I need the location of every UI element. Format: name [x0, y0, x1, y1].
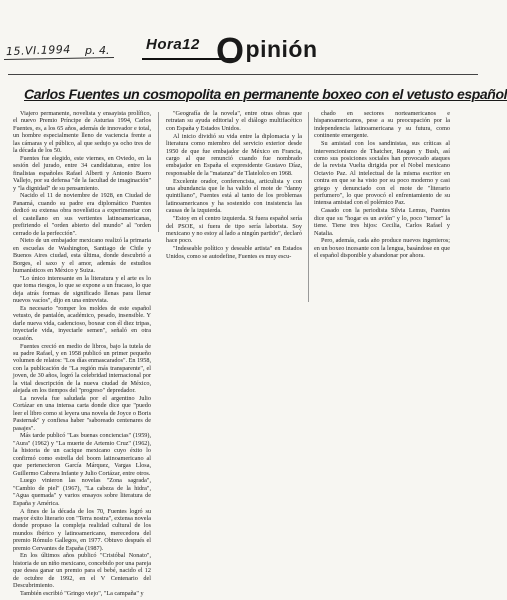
paragraph: "Estoy en el centro izquierda. Si fuera español sería del PSOE, si fuera de tipo sería laborista. Soy mexicano y no estoy al lado a ningún partido", declaró hace poco. [166, 215, 302, 245]
paragraph: Nieto de un embajador mexicano realizó la primaria en escuelas de Washington, Santiago de Chile y Buenos Aires ciudad, esta última, donde descubrió a Borges, el saxo y el amor, además de estudios humanísticos en México y Suiza. [13, 237, 151, 275]
paragraph: Fuentes creció en medio de libros, bajo la tutela de su padre Rafael, y en 1958 publicó un primer pequeño volumen de relatos: "Los días enmascarados". En 1958, con la publicación de "La región más transparente", el joven, de 30 años, logró la celebridad internacional por la vital descripción de la nueva ciudad de México, alejada en los tiempos del "progreso" depredador. [13, 342, 151, 395]
article-column-3 [314, 110, 450, 300]
paragraph: chado en sectores norteamericanos e hispanoamericanos, pese a su preocupación por la independencia latinoamericana y su futura, como continente emergente. [314, 110, 450, 140]
section-title-initial: O [216, 30, 245, 71]
paragraph: Su amistad con los sandinistas, sus críticas al intervencionismo de Thatcher, Reagan y Bush, así como sus posiciones sociales han provocado ataques de la revista Vuelta dirigida por el Nobel mexicano Octavio Paz. Al intelectual de la misma escritor en contra en que se ha visto por su poco moderno y casi griego y denunciado con el mote de "literario perfumero", lo que provocó el enfrentamiento de su intensa amistad con el polémico Paz. [314, 140, 450, 207]
section-title-rest: pinión [245, 36, 318, 62]
column-divider [158, 112, 159, 232]
paragraph: Es necesario "romper los moldes de este español vetusto, de pantalón, académico, pesado, insensible. Y darle nueva vida, cadencioso, boxear con él diez tripas, inyectarle vida, inyectarle semen", señaló en otra ocasión. [13, 305, 151, 342]
article-headline: Carlos Fuentes un cosmopolita en permanente boxeo con el vetusto español [24, 86, 507, 102]
paragraph: Al inicio dividió su vida entre la diplomacia y la literatura como miembro del servicio exterior desde 1950 de que fue embajador de México en Francia, cargo al que renunció cuando fue nombrado embajador en España el expresidente Gustavo Díaz, responsable de la "matanza" de Tlatelolco en 1968. [166, 132, 302, 177]
handwritten-date: 15.VI.1994 [5, 42, 71, 59]
paragraph: Fuentes fue elegido, este viernes, en Oviedo, en la sesión del jurado, entre 34 candidaturas, entre los finalistas españoles Rafael Alberti y Antonio Buero Vallejo, por su defensa "de la facultad de imaginación" y "la dignidad" de su pensamiento. [13, 154, 151, 192]
paragraph: En los últimos años publicó "Cristóbal Nonato", historia de un niño mexicano, concebido por una pareja que desea ganar un premio para el bebé, nacido el 12 de octubre de 1992, en el V Centenario del Descubrimiento. [13, 552, 151, 590]
paragraph: Nacido el 11 de noviembre de 1928, en Ciudad de Panamá, cuando su padre era diplomático Fuentes dedicó su extensa obra novelística a experimentar con el castellano en sus vertientes latinoamericanas, prefiriendo el "orden abierto del mundo" al "orden cerrado de la perfección". [13, 192, 151, 237]
article-column-2 [166, 110, 302, 260]
paragraph: También escribió "Gringo viejo", "La campaña" y [20, 590, 144, 597]
paragraph: Casado con la periodista Silvia Lemus, Fuentes dice que su "hogar es un avión" y lo, poco "temor" la tiene. Tiene tres hijos: Cecilia, Carlos Rafael y Natalia. [314, 207, 450, 237]
article-column-1 [13, 110, 151, 597]
paragraph: La novela fue saludada por el argentino Julio Cortázar en una intensa carta donde dice que "puedo leer el libro como si leyera una novela de Joyce o Boris Pasternak" y confiesa haber "saboreado centenares de pasajes". [13, 394, 151, 432]
paragraph: "Lo único interesante en la literatura y el arte es lo que toma riesgos, lo que se expone a un fracaso, lo que deja atrás formas de significado llenas para llenar nuevos vacíos", dijo en una entrevista. [13, 274, 151, 305]
paragraph: Luego vinieron las novelas "Zona sagrada", "Cambio de piel" (1967), "La cabeza de la hidra", "Agua quemada" y varios ensayos sobre literatura de España y América. [13, 477, 151, 507]
paragraph: Viajero permanente, novelista y ensayista prolífico, el nuevo Premio Príncipe de Asturias 1994, Carlos Fuentes, es, a los 65 años, además de innovador e total, un hombre especialmente lleno de vaciencia frente a las cámaras y el público, al que sedujo ya ocho tres de la década de los 50. [13, 110, 151, 155]
paragraph: Más tarde publicó "Las buenas conciencias" (1959), "Aura" (1962) y "La muerte de Artemio Cruz" (1962), la historia de un cacique mexicano cuyo éxito lo confirmó como estrella del boom latinoamericano al que pertenecieron García Márquez, Vargas Llosa, Guillermo Cabrera Infante y Julio Cortázar, entre otros. [13, 432, 151, 477]
paragraph: Excelente orador, conferencista, articulista y con una abundancia que le ha valido el mote de "danny quintiliano", Fuentes está al tanto de los problemas latinoamericanos y ha sostenido con insistencia las causas de la izquierda. [166, 177, 302, 215]
newspaper-brand: Hora12 [146, 36, 200, 53]
paragraph: Pero, además, cada año produce nuevos ingenieros; en un boxeo incesante con la lengua, basándose en que el español disponible y abandonar por ahora. [314, 237, 450, 260]
column-divider [308, 112, 309, 302]
paragraph: "Indeseable político y deseable artista" en Estados Unidos, como se autodefine, Fuentes es muy escu- [166, 245, 302, 260]
paragraph: "Geografía de la novela", entre otras obras que retratan su ayuda editorial y el diálogo multifacético con España y Estados Unidos. [166, 110, 302, 132]
section-title [216, 30, 318, 72]
handwritten-page-number: p. 4. [85, 44, 110, 57]
paragraph: A fines de la década de los 70, Fuentes logró su mayor éxito literario con "Terra nostra", extensa novela donde propuso la compleja realidad cultural de los mundos ibérico y latinoamericano, merecedora del premio Rómulo Gallegos, en 1977. Obtuvo después el premio Cervantes de España (1987). [13, 507, 151, 552]
header-divider [8, 74, 478, 75]
